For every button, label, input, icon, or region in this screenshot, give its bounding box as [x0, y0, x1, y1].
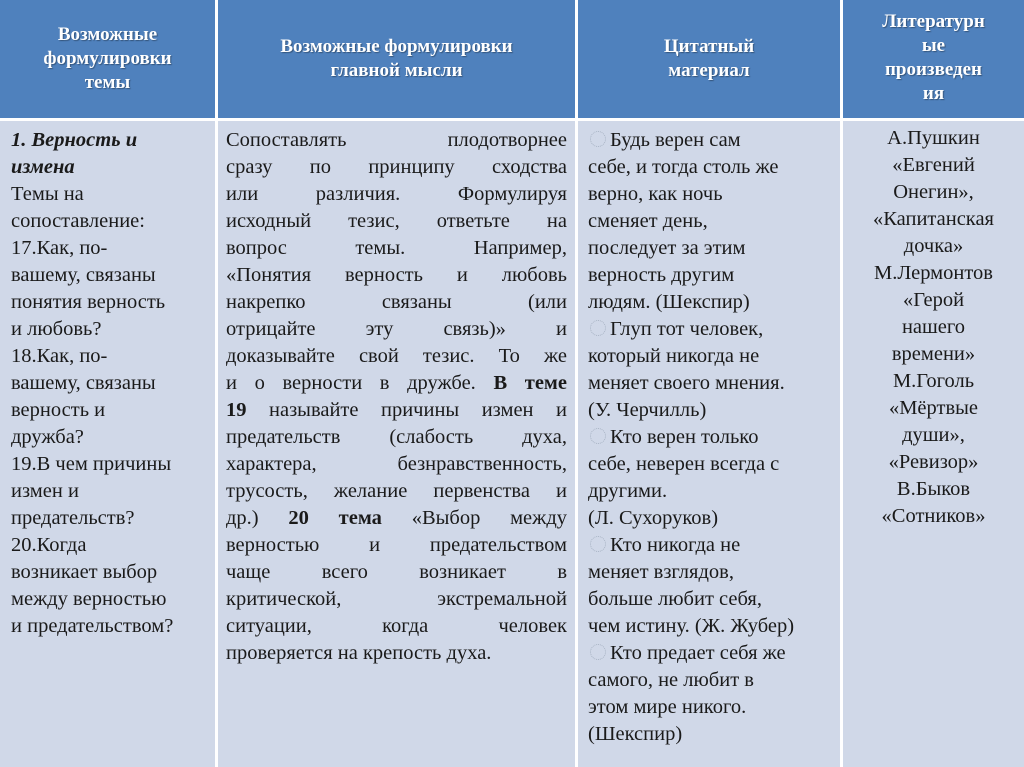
idea-line	[226, 370, 567, 397]
idea-line: чаще всего возникает в	[226, 561, 567, 583]
work-line: «Ревизор»	[888, 451, 979, 473]
idea-text: др.)	[226, 507, 259, 529]
work-line: В.Быков	[896, 478, 971, 500]
quote-line: верность другим	[588, 264, 735, 286]
theme-line: между верностью	[11, 588, 167, 610]
theme-line: возникает выбор	[11, 561, 158, 583]
cell-main-idea	[218, 121, 578, 767]
quote-first-line	[588, 532, 832, 559]
idea-line: характера, безнравственность,	[226, 453, 567, 475]
quote-line: этом мире никого.	[588, 696, 747, 718]
theme-line: и любовь?	[11, 318, 102, 340]
header-main-idea: Возможные формулировки главной мысли	[218, 0, 578, 121]
work-line: «Капитанская	[873, 208, 994, 230]
idea-line: отрицайте эту связь)» и	[226, 318, 567, 340]
idea-line: трусость, желание первенства и	[226, 480, 567, 502]
theme-line: 18.Как, по-	[11, 345, 108, 367]
quote-line: последует за этим	[588, 237, 746, 259]
quote-first-line	[588, 127, 832, 154]
idea-line: верностью и предательством	[226, 534, 567, 556]
idea-line: накрепко связаны (или	[226, 291, 567, 313]
quote-item	[588, 532, 832, 640]
cell-quotes	[578, 121, 843, 767]
quote-first-line	[588, 316, 832, 343]
dotted-circle-icon	[590, 428, 606, 444]
work-line: «Герой	[902, 289, 965, 311]
theme-line: дружба?	[11, 426, 84, 448]
idea-line: «Понятия верность и любовь	[226, 264, 567, 286]
dotted-circle-icon	[590, 644, 606, 660]
header-theme: Возможные формулировки темы	[0, 0, 218, 121]
theme-title-line: измена	[11, 156, 75, 178]
cell-works	[843, 121, 1024, 767]
theme-line: 19.В чем причины	[11, 453, 172, 475]
theme-line: Темы на	[11, 183, 84, 205]
idea-line: проверяется на крепость духа.	[226, 642, 492, 664]
work-line: Онегин»,	[893, 181, 974, 203]
idea-line	[226, 505, 567, 532]
quote-line: чем истину. (Ж. Жубер)	[588, 615, 795, 637]
work-line: М.Лермонтов	[874, 262, 993, 284]
quote-line: меняет взглядов,	[588, 561, 734, 583]
header-quotes: Цитатный материал	[578, 0, 843, 121]
work-line: М.Гоголь	[892, 370, 975, 392]
quote-item	[588, 424, 832, 532]
work-line: нашего	[901, 316, 966, 338]
quote-item	[588, 640, 832, 748]
idea-line: исходный тезис, ответьте на	[226, 210, 567, 232]
dotted-circle-icon	[590, 320, 606, 336]
theme-line: понятия верность	[11, 291, 166, 313]
quote-line: Кто верен только	[610, 426, 759, 448]
idea-bold-text: 19	[226, 399, 247, 421]
theme-title-line: 1. Верность и	[11, 129, 138, 151]
idea-line: предательств (слабость духа,	[226, 426, 567, 448]
theme-line: 20.Когда	[11, 534, 87, 556]
theme-line: верность и	[11, 399, 106, 421]
cell-theme	[0, 121, 218, 767]
idea-bold-text: В теме	[493, 372, 567, 394]
theme-line: предательств?	[11, 507, 135, 529]
quote-line: меняет своего мнения.	[588, 372, 785, 394]
quote-line: (Шекспир)	[588, 723, 683, 745]
dotted-circle-icon	[590, 131, 606, 147]
idea-line: доказывайте свой тезис. То же	[226, 345, 567, 367]
quote-first-line	[588, 424, 832, 451]
quote-line: Глуп тот человек,	[610, 318, 764, 340]
header-works: Литературн ые произведен ия	[843, 0, 1024, 121]
theme-line: сопоставление:	[11, 210, 145, 232]
theme-line: вашему, связаны	[11, 372, 156, 394]
quote-first-line	[588, 640, 832, 667]
idea-text: называйте причины измен и	[269, 399, 567, 421]
idea-line: вопрос темы. Например,	[226, 237, 567, 259]
quote-line: сменяет день,	[588, 210, 708, 232]
theme-line: 17.Как, по-	[11, 237, 108, 259]
idea-line: ситуации, когда человек	[226, 615, 567, 637]
quote-line: людям. (Шекспир)	[588, 291, 750, 313]
idea-text: «Выбор между	[411, 507, 567, 529]
quote-line: (Л. Сухоруков)	[588, 507, 719, 529]
work-line: «Мёртвые	[888, 397, 979, 419]
work-line: времени»	[891, 343, 976, 365]
quote-line: Кто предает себя же	[610, 642, 786, 664]
theme-line: и предательством?	[11, 615, 174, 637]
idea-line: критической, экстремальной	[226, 588, 567, 610]
quote-item	[588, 316, 832, 424]
quote-line: больше любит себя,	[588, 588, 762, 610]
quote-line: Будь верен сам	[610, 129, 741, 151]
quote-line: Кто никогда не	[610, 534, 741, 556]
idea-line: Сопоставлять плодотворнее	[226, 129, 567, 151]
idea-line: или различия. Формулируя	[226, 183, 567, 205]
work-line: «Сотников»	[881, 505, 986, 527]
quote-line: который никогда не	[588, 345, 760, 367]
idea-bold-text: 20 тема	[288, 507, 382, 529]
quote-line: верно, как ночь	[588, 183, 723, 205]
quote-line: самого, не любит в	[588, 669, 754, 691]
dotted-circle-icon	[590, 536, 606, 552]
quote-line: себе, и тогда столь же	[588, 156, 779, 178]
idea-line: сразу по принципу сходства	[226, 156, 567, 178]
theme-line: измен и	[11, 480, 79, 502]
quote-line: (У. Черчилль)	[588, 399, 707, 421]
work-line: дочка»	[903, 235, 964, 257]
theme-line: вашему, связаны	[11, 264, 156, 286]
quote-line: себе, неверен всегда с	[588, 453, 780, 475]
work-line: души»,	[902, 424, 965, 446]
idea-line	[226, 397, 567, 424]
quote-item	[588, 127, 832, 316]
idea-text: и о верности в дружбе.	[226, 372, 476, 394]
work-line: А.Пушкин	[887, 127, 980, 149]
work-line: «Евгений	[892, 154, 975, 176]
quote-line: другими.	[588, 480, 668, 502]
